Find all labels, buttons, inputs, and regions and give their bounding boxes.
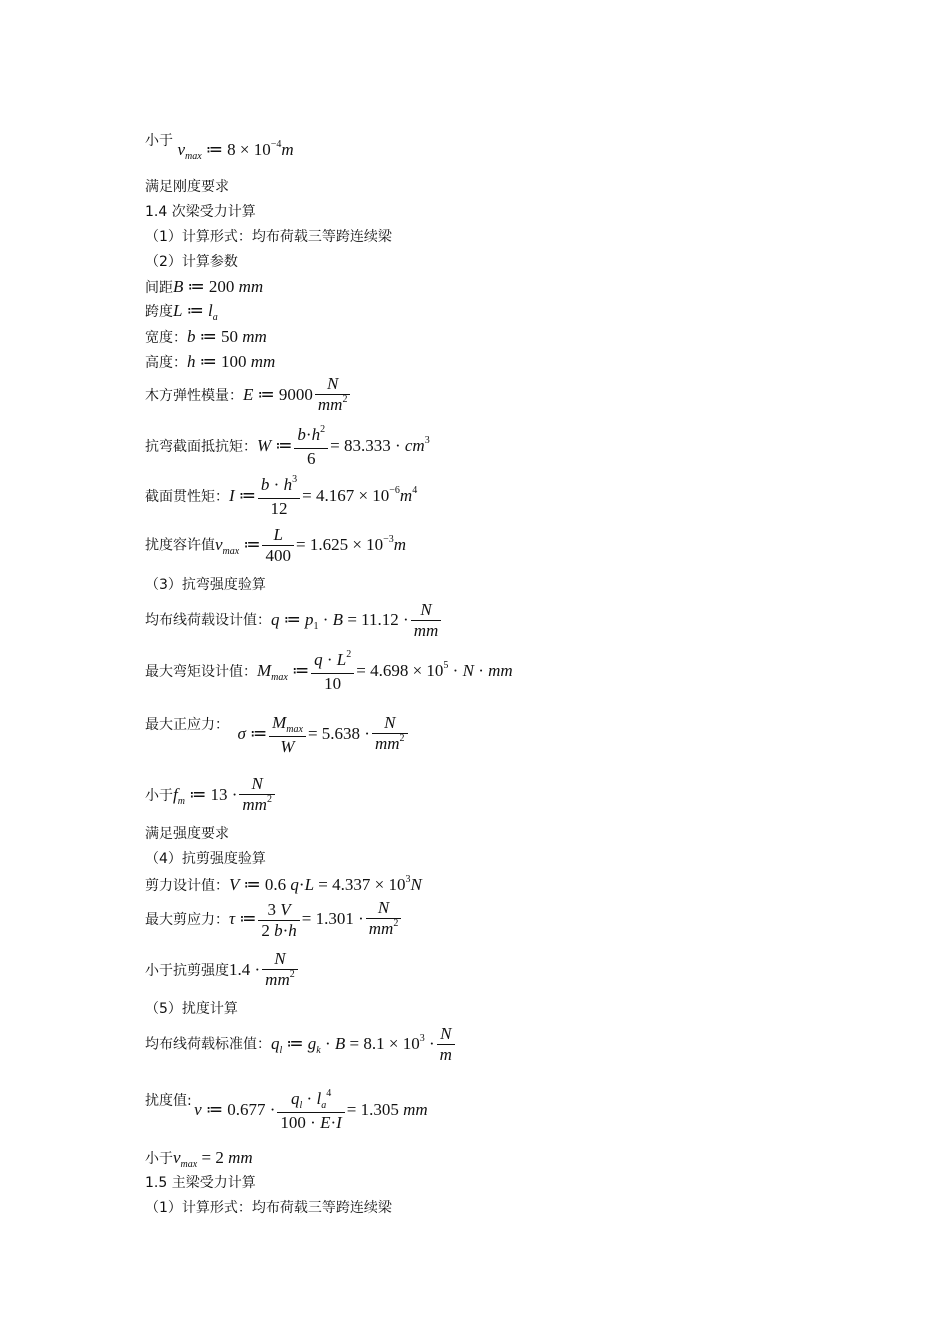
text-shear-check: （4）抗剪强度验算 (145, 851, 266, 867)
text-strength-ok: 满足强度要求 (145, 826, 229, 842)
fraction-bh2-6: $\frac{b\cdot h^2}{6}$ (294, 425, 328, 469)
formula-vmax-limit: $v_{max}$ ≔ $8 \times 10^{-4}m$ (177, 139, 294, 162)
line-shear-stress: 最大剪应力：τ ≔ $\frac{3 V}{2 b\cdot h}$ = 1.301 · $\frac{N}{mm^2}$ (145, 898, 403, 942)
text-calc-form-2: （1）计算形式：均布荷载三等跨连续梁 (145, 1200, 392, 1216)
label-height: 高度： (145, 355, 187, 371)
label-less-than: 小于 (145, 133, 173, 149)
fraction-ql-la4: $\frac{q_l \cdot l_a^4}{100 \cdot E\cdot I}$ (277, 1089, 344, 1133)
text-deflection-calc: （5）扰度计算 (145, 1001, 238, 1017)
line-deflection-allow: 扰度容许值$v_{max}$ ≔ $\frac{L}{400}$ = $1.625 \times 10^{-3}m$ (145, 525, 407, 565)
label-width: 宽度： (145, 330, 187, 346)
line-section-modulus: 抗弯截面抵抗矩：W ≔ $\frac{b\cdot h^2}{6}$ = $83.333 \cdot cm^3$ (145, 424, 430, 468)
line-q-design: 均布线荷载设计值：q ≔ $p_1 \cdot B = 11.12$ · $\frac{N}{mm}$ (145, 600, 443, 641)
line-height: 高度：h ≔ 100 mm (145, 352, 276, 371)
heading-1-4: 1.4 次梁受力计算 (145, 204, 256, 220)
line-shear-limit: 小于抗剪强度1.4 · $\frac{N}{mm^2}$ (145, 949, 300, 993)
line-shear-design: 剪力设计值：V ≔ 0.6 $q\cdot L = 4.337 \times 10^3N$ (145, 874, 422, 894)
text-stiffness-ok: 满足刚度要求 (145, 179, 229, 195)
text-calc-form: （1）计算形式：均布荷载三等跨连续梁 (145, 229, 392, 245)
line-span: 跨度L ≔ $l_a$ (145, 301, 218, 323)
label-deflection: 扰度值: (145, 1093, 192, 1109)
text-calc-params: （2）计算参数 (145, 254, 238, 270)
label-deflection-allow: 扰度容许值 (145, 537, 215, 554)
fraction-N-mm2-b: $\frac{N}{mm^2}$ (372, 713, 408, 757)
label-q-standard: 均布线荷载标准值： (145, 1036, 271, 1053)
line-deflection: 扰度值: v ≔ 0.677 · $\frac{q_l \cdot l_a^4}{100 \cdot E\cdot I}$ = 1.305 mm (145, 1088, 428, 1132)
fraction-N-mm2-e: $\frac{N}{mm^2}$ (262, 949, 298, 993)
label-elastic-modulus: 木方弹性模量： (145, 388, 243, 404)
label-span: 跨度 (145, 304, 173, 320)
line-vmax-limit (145, 131, 294, 162)
line-fm: 小于$f_m$ ≔ 13 · $\frac{N}{mm^2}$ (145, 774, 277, 818)
label-normal-stress: 最大正应力： (145, 717, 229, 733)
fraction-M-W: $\frac{M_{max}}{W}$ (269, 713, 306, 757)
line-moment-design: 最大弯矩设计值：$M_{max}$ ≔ $\frac{q \cdot L^2}{10}$ = $4.698 \times 10^5 \cdot N$ · mm (145, 649, 513, 693)
label-spacing: 间距 (145, 280, 173, 296)
line-moment-inertia: 截面贯性矩：I ≔ $\frac{b \cdot h^3}{12}$ = $4.167 \times 10^{-6}m^4$ (145, 474, 418, 518)
fraction-N-m: $\frac{N}{m}$ (437, 1024, 455, 1065)
line-q-standard: 均布线荷载标准值：$q_l$ ≔ $g_k \cdot B = 8.1 \times 10^3$ · $\frac{N}{m}$ (145, 1024, 457, 1065)
label-shear-limit: 小于抗剪强度 (145, 963, 229, 979)
text-bending-check: （3）抗弯强度验算 (145, 577, 266, 593)
fraction-3V-2bh: $\frac{3 V}{2 b\cdot h}$ (258, 900, 299, 941)
line-vmax-2: 小于$v_{max} = 2$ mm (145, 1148, 253, 1170)
line-spacing: 间距B ≔ 200 mm (145, 277, 264, 296)
fraction-N-mm2: $\frac{N}{mm^2}$ (315, 374, 351, 418)
label-less-than-vmax: 小于 (145, 1151, 173, 1167)
line-elastic-modulus: 木方弹性模量：E ≔ 9000 $\frac{N}{mm^2}$ (145, 374, 352, 418)
fraction-N-mm2-c: $\frac{N}{mm^2}$ (239, 774, 275, 818)
fraction-N-mm2-d: $\frac{N}{mm^2}$ (366, 898, 402, 942)
fraction-qL2-10: $\frac{q \cdot L^2}{10}$ (311, 650, 354, 694)
label-moment-inertia: 截面贯性矩： (145, 489, 229, 505)
label-less-than-fm: 小于 (145, 788, 173, 804)
label-shear-design: 剪力设计值： (145, 878, 229, 894)
fraction-bh3-12: $\frac{b \cdot h^3}{12}$ (258, 475, 300, 519)
line-width: 宽度：b ≔ 50 mm (145, 327, 267, 346)
fraction-N-mm: $\frac{N}{mm}$ (411, 600, 442, 641)
heading-1-5: 1.5 主梁受力计算 (145, 1175, 256, 1191)
fraction-L-400: $\frac{L}{400}$ (262, 525, 294, 566)
label-q-design: 均布线荷载设计值： (145, 612, 271, 629)
label-shear-stress: 最大剪应力： (145, 912, 229, 928)
label-section-modulus: 抗弯截面抵抗矩： (145, 439, 257, 455)
line-normal-stress: 最大正应力： σ ≔ $\frac{M_{max}}{W}$ = 5.638 · $\frac{N}{mm^2}$ (145, 713, 410, 757)
label-moment-design: 最大弯矩设计值： (145, 664, 257, 680)
